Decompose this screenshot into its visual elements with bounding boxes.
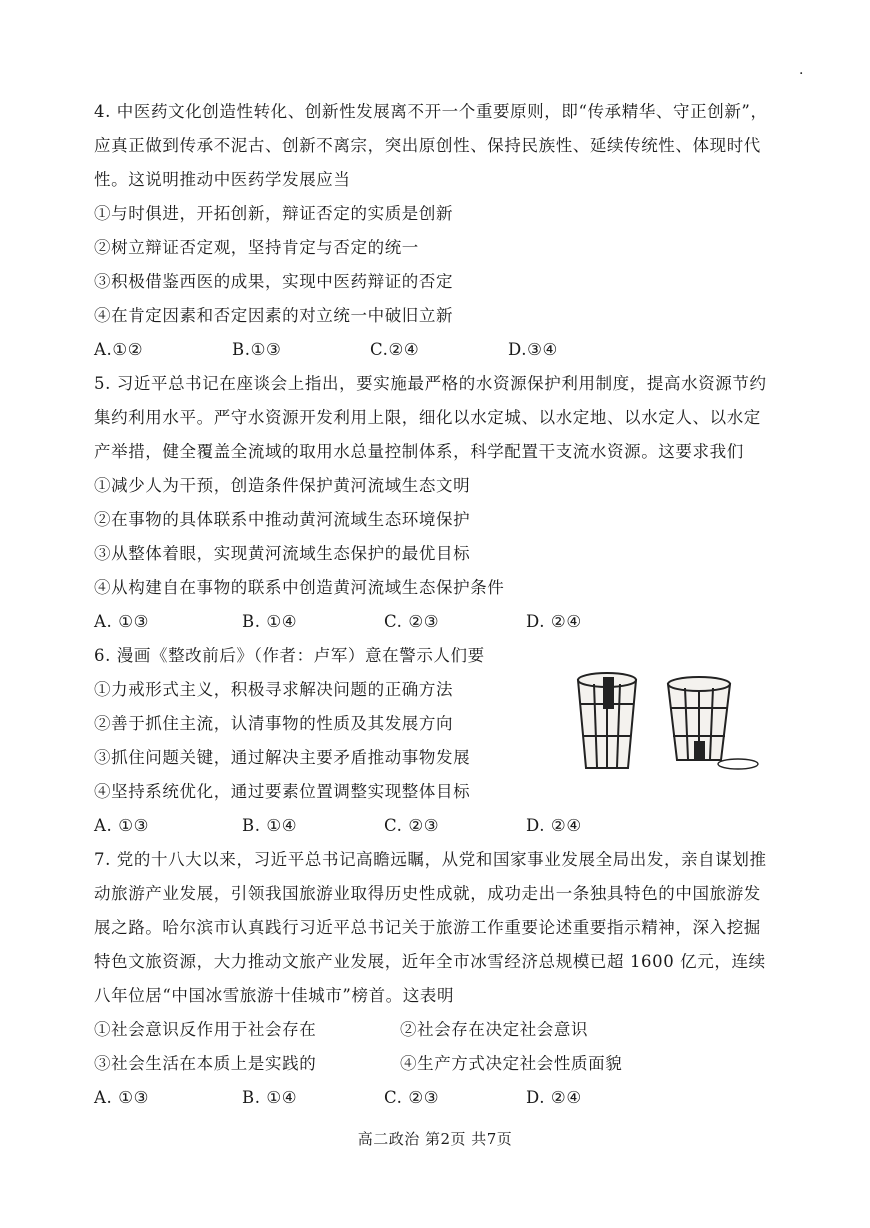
q6-item: ③抓住问题关键，通过解决主要矛盾推动事物发展 bbox=[94, 748, 471, 767]
q7-option-b: B. ①④ bbox=[242, 1088, 298, 1107]
q7-item: ②社会存在决定社会意识 bbox=[400, 1020, 589, 1039]
barrels-cartoon-icon bbox=[566, 664, 771, 774]
q4-option-d: D.③④ bbox=[508, 340, 558, 359]
q4-option-b: B.①③ bbox=[232, 340, 282, 359]
q7-stem-line: 展之路。哈尔滨市认真践行习近平总书记关于旅游工作重要论述重要指示精神，深入挖掘 bbox=[94, 918, 761, 937]
q6-option-a: A. ①③ bbox=[94, 816, 149, 835]
q6-item: ④坚持系统优化，通过要素位置调整实现整体目标 bbox=[94, 782, 471, 801]
q7-stem-line: 7. 党的十八大以来，习近平总书记高瞻远瞩，从党和国家事业发展全局出发，亲自谋划推 bbox=[94, 850, 767, 869]
q7-item: ③社会生活在本质上是实践的 bbox=[94, 1054, 317, 1073]
q4-stem-line: 应真正做到传承不泥古、创新不离宗，突出原创性、保持民族性、延续传统性、体现时代 bbox=[94, 136, 761, 155]
q4-stem-line: 4. 中医药文化创造性转化、创新性发展离不开一个重要原则，即“传承精华、守正创新”， bbox=[94, 102, 768, 121]
q5-option-c: C. ②③ bbox=[384, 612, 440, 631]
q4-option-c: C.②④ bbox=[370, 340, 420, 359]
q4-item: ①与时俱进，开拓创新，辩证否定的实质是创新 bbox=[94, 204, 454, 223]
q7-option-d: D. ②④ bbox=[526, 1088, 582, 1107]
q4-item: ③积极借鉴西医的成果，实现中医药辩证的否定 bbox=[94, 272, 454, 291]
page-footer: 高二政治 第2页 共7页 bbox=[357, 1130, 513, 1148]
q7-item: ①社会意识反作用于社会存在 bbox=[94, 1020, 317, 1039]
q6-option-c: C. ②③ bbox=[384, 816, 440, 835]
q4-item: ④在肯定因素和否定因素的对立统一中破旧立新 bbox=[94, 306, 454, 325]
q5-item: ④从构建自在事物的联系中创造黄河流域生态保护条件 bbox=[94, 578, 505, 597]
q7-option-a: A. ①③ bbox=[94, 1088, 149, 1107]
q7-option-c: C. ②③ bbox=[384, 1088, 440, 1107]
q5-item: ②在事物的具体联系中推动黄河流域生态环境保护 bbox=[94, 510, 471, 529]
q7-stem-line: 特色文旅资源，大力推动文旅产业发展，近年全市冰雪经济总规模已超 1600 亿元，连续 bbox=[94, 952, 766, 971]
q7-item: ④生产方式决定社会性质面貌 bbox=[400, 1054, 623, 1073]
corner-mark: · bbox=[799, 66, 804, 82]
q7-stem-line: 八年位居“中国冰雪旅游十佳城市”榜首。这表明 bbox=[94, 986, 455, 1005]
q5-option-a: A. ①③ bbox=[94, 612, 149, 631]
q4-item: ②树立辩证否定观，坚持肯定与否定的统一 bbox=[94, 238, 419, 257]
q4-stem-line: 性。这说明推动中医药学发展应当 bbox=[94, 170, 351, 189]
q6-stem: 6. 漫画《整改前后》（作者：卢军）意在警示人们要 bbox=[94, 646, 485, 665]
q5-item: ③从整体着眼，实现黄河流域生态保护的最优目标 bbox=[94, 544, 471, 563]
q5-item: ①减少人为干预，创造条件保护黄河流域生态文明 bbox=[94, 476, 471, 495]
q7-stem-line: 动旅游产业发展，引领我国旅游业取得历史性成就，成功走出一条独具特色的中国旅游发 bbox=[94, 884, 761, 903]
q5-stem-line: 产举措，健全覆盖全流域的取用水总量控制体系，科学配置干支流水资源。这要求我们 bbox=[94, 442, 744, 461]
q5-option-b: B. ①④ bbox=[242, 612, 298, 631]
q6-item: ②善于抓住主流，认清事物的性质及其发展方向 bbox=[94, 714, 454, 733]
q4-option-a: A.①② bbox=[94, 340, 144, 359]
q5-stem-line: 集约利用水平。严守水资源开发利用上限，细化以水定城、以水定地、以水定人、以水定 bbox=[94, 408, 761, 427]
q5-option-d: D. ②④ bbox=[526, 612, 582, 631]
q5-stem-line: 5. 习近平总书记在座谈会上指出，要实施最严格的水资源保护利用制度，提高水资源节约 bbox=[94, 374, 767, 393]
q6-option-d: D. ②④ bbox=[526, 816, 582, 835]
q6-item: ①力戒形式主义，积极寻求解决问题的正确方法 bbox=[94, 680, 454, 699]
q6-option-b: B. ①④ bbox=[242, 816, 298, 835]
